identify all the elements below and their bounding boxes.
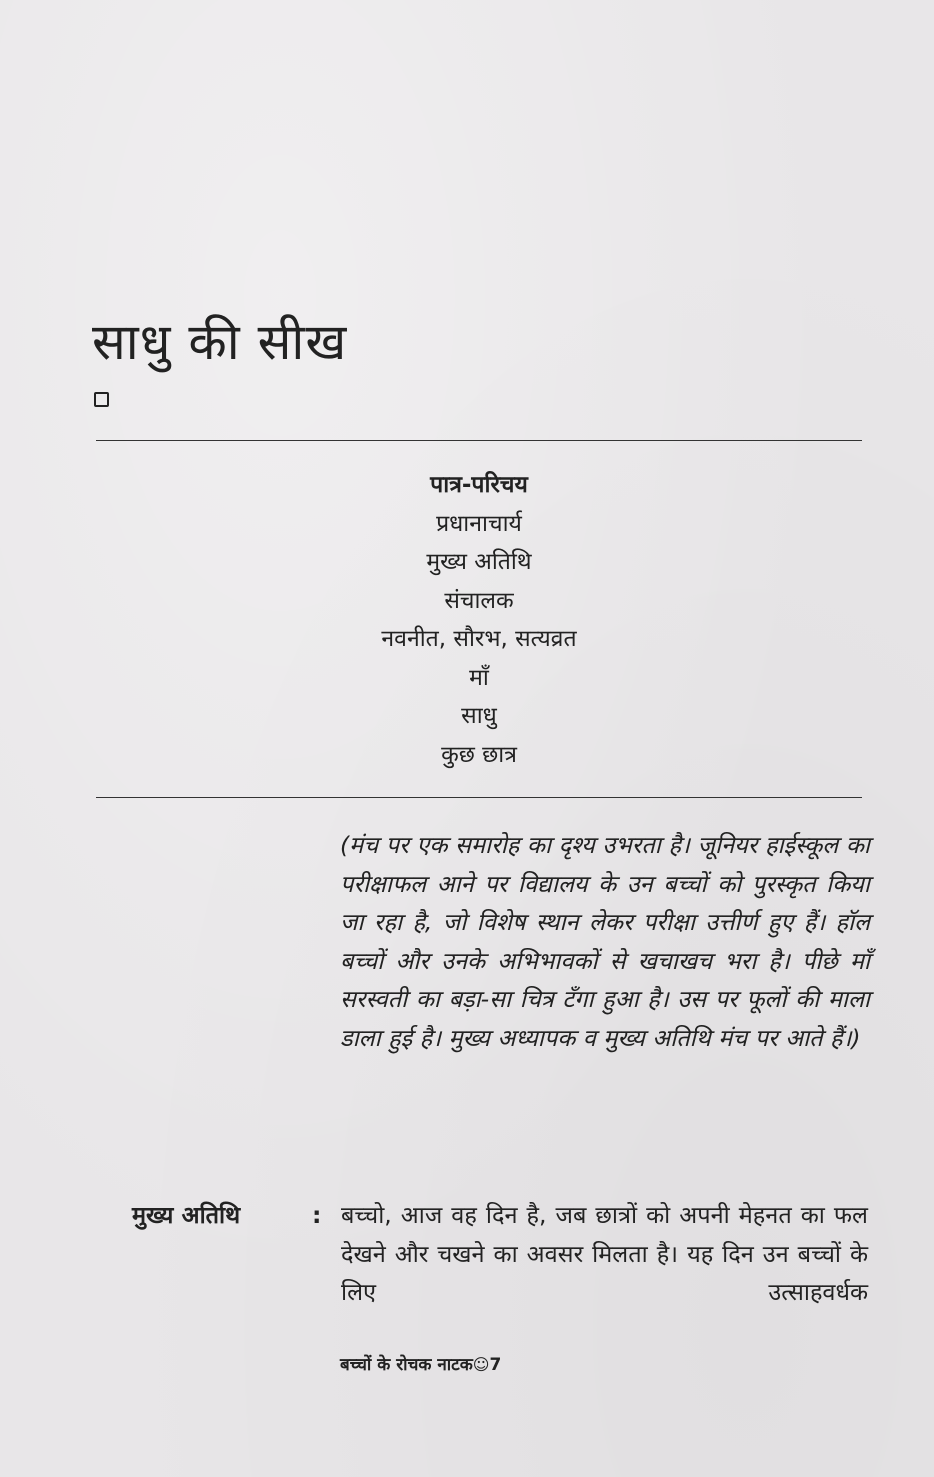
speaker-separator: : xyxy=(312,1201,322,1229)
page-number: 7 xyxy=(489,1355,502,1375)
cast-member: साधु xyxy=(461,703,497,729)
page-title: साधु की सीख xyxy=(92,313,348,371)
cast-member: माँ xyxy=(469,664,489,691)
footer-book-title: बच्चों के रोचक नाटक xyxy=(340,1355,473,1375)
cast-list xyxy=(96,505,862,775)
cast-section xyxy=(96,466,862,774)
cast-heading: पात्र-परिचय xyxy=(430,472,528,498)
stage-direction: (मंच पर एक समारोह का दृश्य उभरता है। जूनियर हाईस्कूल का परीक्षाफल आने पर विद्यालय के उन बच्चों को पुरस्कृत किया जा रहा है, जो विशेष स्थान लेकर परीक्षा उत्तीर्ण हुए हैं। हॉल बच्चों और उनके अभिभावकों से खचाखच भरा है। पीछे माँ सरस्वती का बड़ा-सा चित्र टँगा हुआ है। उस पर फूलों की माला डाला हुई है। मुख्य अध्यापक व मुख्य अतिथि मंच पर आते हैं।) xyxy=(340,831,870,1052)
square-outline-icon xyxy=(94,392,109,407)
dialogue-text: बच्चो, आज वह दिन है, जब छात्रों को अपनी मेहनत का फल देखने और चखने का अवसर मिलता है। यह दिन उन बच्चों के लिए उत्साहवर्धक xyxy=(341,1201,868,1307)
page-footer xyxy=(340,1352,640,1375)
cast-member: कुछ छात्र xyxy=(441,741,517,768)
cast-member: मुख्य अतिथि xyxy=(426,549,532,575)
divider-top xyxy=(96,440,862,441)
speaker-name: मुख्य अतिथि xyxy=(132,1201,241,1229)
smiley-icon: ☺ xyxy=(472,1355,490,1374)
cast-member: नवनीत, सौरभ, सत्यव्रत xyxy=(381,626,577,652)
cast-member: प्रधानाचार्य xyxy=(436,510,522,537)
divider-bottom xyxy=(96,797,862,798)
cast-member: संचालक xyxy=(444,587,514,614)
